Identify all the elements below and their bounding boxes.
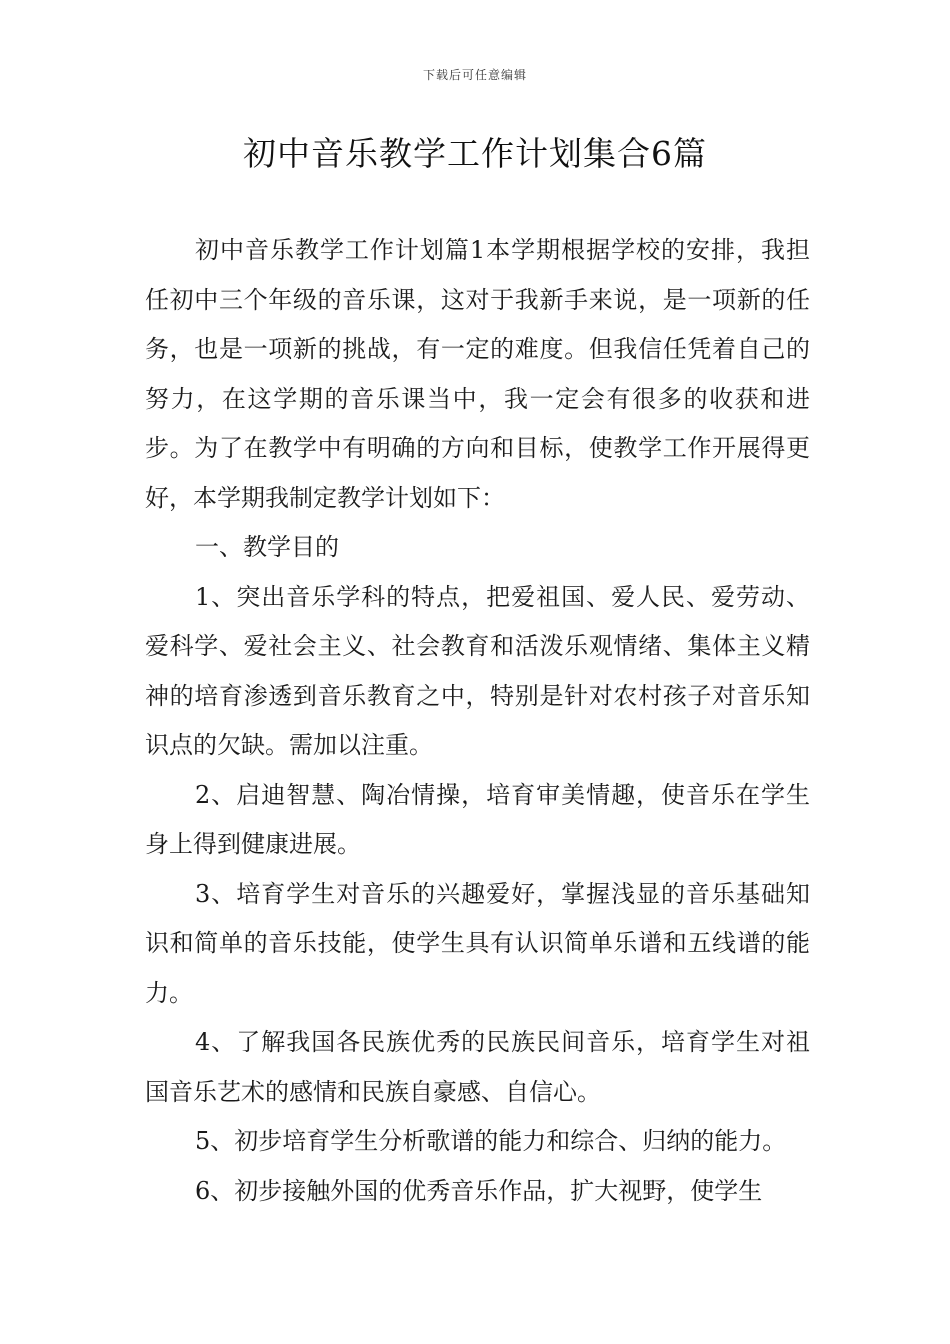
list-item: 5、初步培育学生分析歌谱的能力和综合、归纳的能力。: [195, 1127, 787, 1155]
section-heading: 一、教学目的: [195, 533, 339, 561]
document-body: [145, 226, 810, 1216]
header-note: 下载后可任意编辑: [422, 68, 527, 82]
list-item: 3、培育学生对音乐的兴趣爱好，掌握浅显的音乐基础知识和简单的音乐技能，使学生具有认识简单乐谱和五线谱的能力。: [145, 879, 810, 1007]
list-item: 4、了解我国各民族优秀的民族民间音乐，培育学生对祖国音乐艺术的感情和民族自豪感、自信心。: [145, 1028, 810, 1106]
document-title: 初中音乐教学工作计划集合6篇: [243, 134, 707, 173]
list-item: 1、突出音乐学科的特点，把爱祖国、爱人民、爱劳动、爱科学、爱社会主义、社会教育和活泼乐观情绪、集体主义精神的培育渗透到音乐教育之中，特别是针对农村孩子对音乐知识点的欠缺。需加以注重。: [145, 582, 810, 759]
list-item: 2、启迪智慧、陶冶情操，培育审美情趣，使音乐在学生身上得到健康进展。: [145, 780, 810, 858]
list-item: 6、初步接触外国的优秀音乐作品，扩大视野，使学生: [195, 1176, 763, 1205]
paragraph-intro: 初中音乐教学工作计划篇1本学期根据学校的安排，我担任初中三个年级的音乐课，这对于我新手来说，是一项新的任务，也是一项新的挑战，有一定的难度。但我信任凭着自己的努力，在这学期的音乐课当中，我一定会有很多的收获和进步。为了在教学中有明确的方向和目标，使教学工作开展得更好，本学期我制定教学计划如下：: [145, 236, 810, 512]
